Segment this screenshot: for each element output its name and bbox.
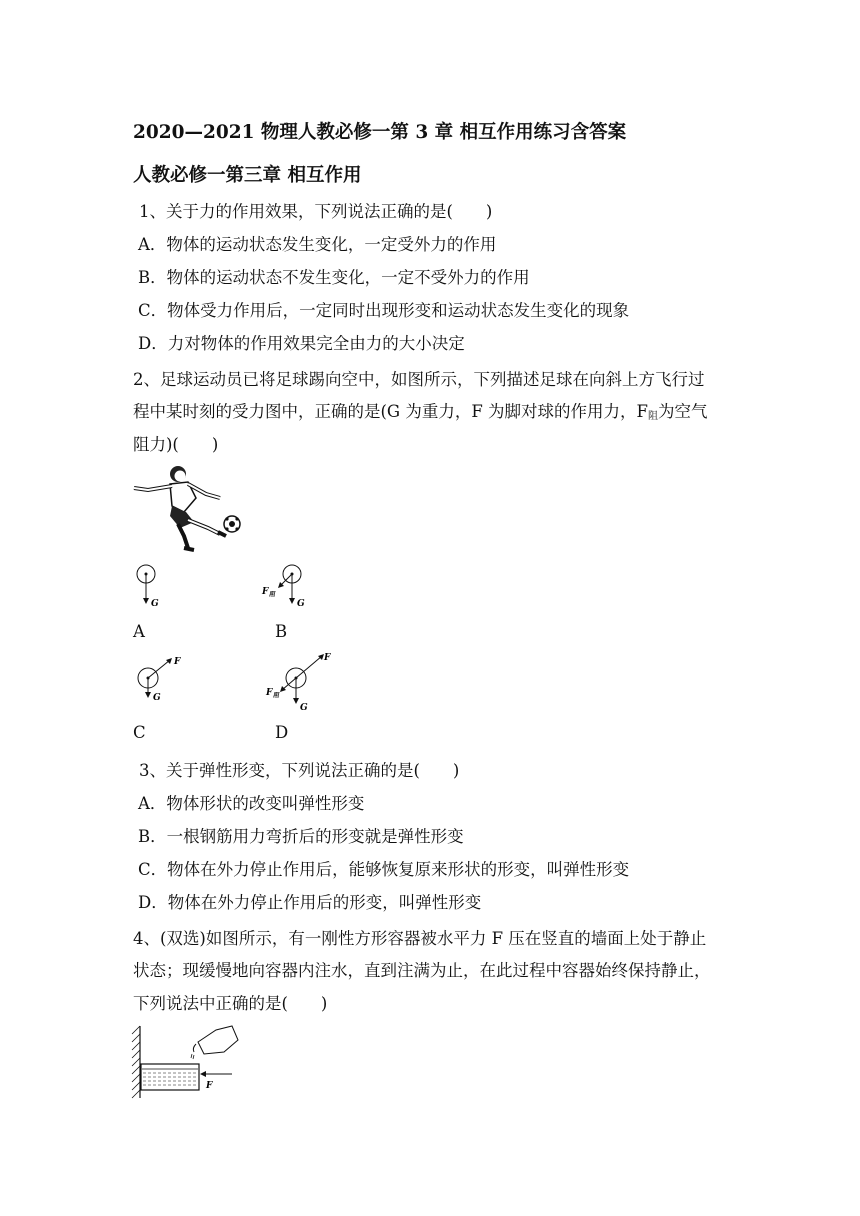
svg-text:G: G bbox=[297, 599, 305, 609]
q2-stem-line1: 2、足球运动员已将足球踢向空中，如图所示，下列描述足球在向斜上方飞行过 bbox=[133, 370, 705, 389]
section-heading: 人教必修一第三章 相互作用 bbox=[133, 165, 362, 186]
q3-stem: 3、关于弹性形变，下列说法正确的是( ) bbox=[139, 761, 460, 780]
q3-option-a: A．物体形状的改变叫弹性形变 bbox=[138, 794, 365, 813]
q1-stem: 1、关于力的作用效果，下列说法正确的是( ) bbox=[139, 202, 493, 221]
svg-text:F: F bbox=[174, 657, 181, 667]
force-diagram-a bbox=[128, 562, 178, 612]
force-diagram-b bbox=[258, 562, 318, 612]
q1-option-c: C．物体受力作用后，一定同时出现形变和运动状态发生变化的现象 bbox=[138, 301, 630, 320]
q2-stem-line3: 阻力)( ) bbox=[133, 435, 219, 454]
q3-option-b: B．一根钢筋用力弯折后的形变就是弹性形变 bbox=[138, 827, 464, 846]
q1-option-d: D．力对物体的作用效果完全由力的大小决定 bbox=[138, 334, 465, 353]
svg-text:G: G bbox=[300, 703, 308, 713]
q2-label-d: D bbox=[275, 723, 289, 742]
q1-option-a: A．物体的运动状态发生变化，一定受外力的作用 bbox=[138, 235, 497, 254]
svg-text:F: F bbox=[262, 587, 269, 597]
q3-option-d: D．物体在外力停止作用后的形变，叫弹性形变 bbox=[138, 893, 482, 912]
q2-label-a: A bbox=[133, 622, 145, 641]
q2-stem-line2: 程中某时刻的受力图中，正确的是(G 为重力，F 为脚对球的作用力，$F_阻$为空气 bbox=[133, 402, 708, 422]
soccer-player-figure bbox=[128, 462, 246, 554]
svg-text:G: G bbox=[151, 599, 159, 609]
wall-container-figure bbox=[128, 1022, 240, 1100]
force-diagram-d bbox=[262, 648, 334, 714]
svg-text:阻: 阻 bbox=[269, 591, 276, 598]
force-diagram-c bbox=[128, 650, 188, 706]
svg-text:F: F bbox=[206, 1081, 213, 1091]
document-title: 2020—2021 物理人教必修一第 3 章 相互作用练习含答案 bbox=[133, 122, 627, 143]
q2-label-b: B bbox=[275, 622, 288, 641]
q2-label-c: C bbox=[133, 723, 146, 742]
svg-text:F: F bbox=[266, 688, 273, 698]
svg-text:G: G bbox=[153, 693, 161, 703]
svg-text:F: F bbox=[324, 653, 331, 663]
q1-option-b: B．物体的运动状态不发生变化，一定不受外力的作用 bbox=[138, 268, 530, 287]
q4-stem-line1: 4、(双选)如图所示，有一刚性方形容器被水平力 F 压在竖直的墙面上处于静止 bbox=[133, 929, 707, 948]
q4-stem-line3: 下列说法中正确的是( ) bbox=[133, 994, 328, 1013]
q4-stem-line2: 状态；现缓慢地向容器内注水，直到注满为止，在此过程中容器始终保持静止， bbox=[133, 961, 711, 980]
q3-option-c: C．物体在外力停止作用后，能够恢复原来形状的形变，叫弹性形变 bbox=[138, 860, 630, 879]
svg-text:阻: 阻 bbox=[273, 692, 280, 699]
